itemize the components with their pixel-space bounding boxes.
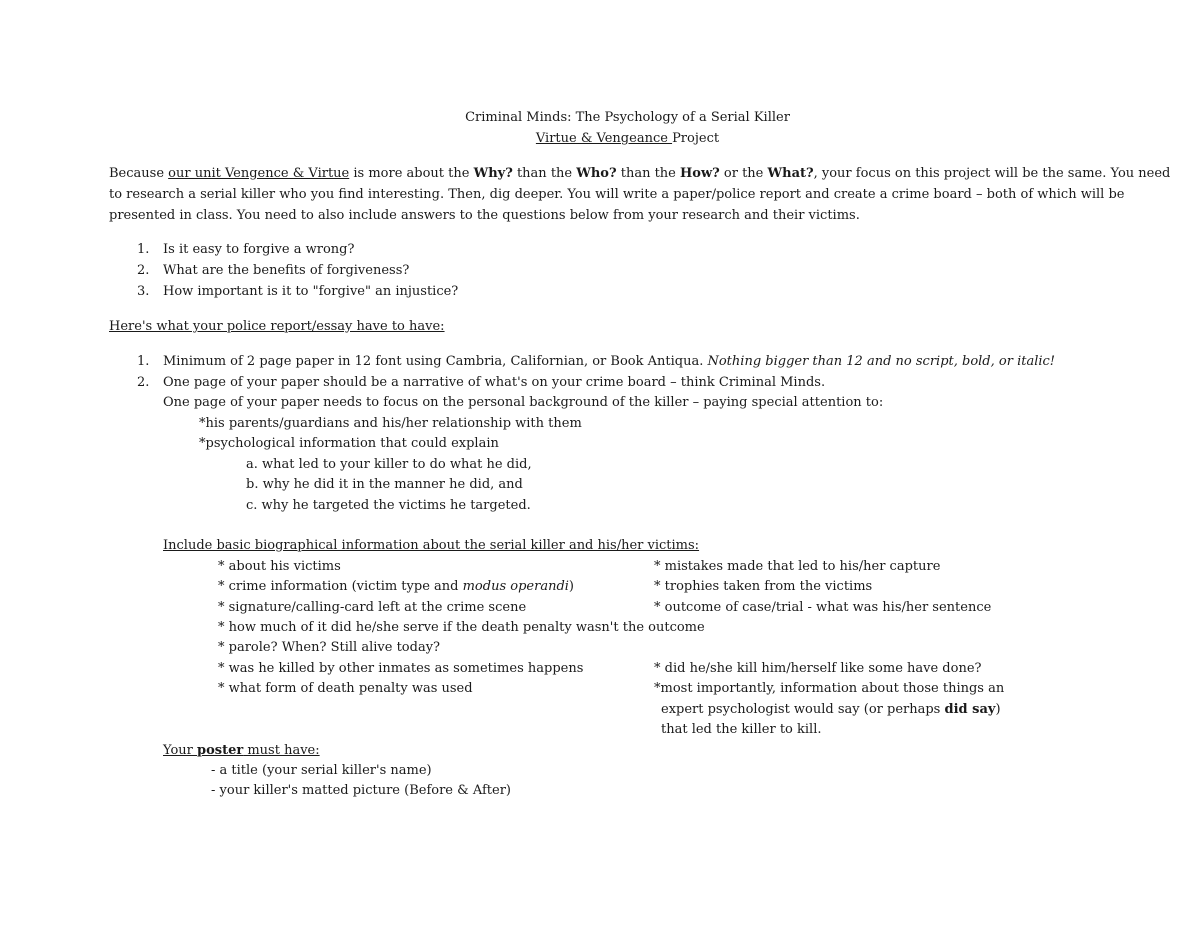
question-item: Is it easy to forgive a wrong? <box>163 242 355 257</box>
unit-link: our unit Vengence & Virtue <box>168 166 350 181</box>
report-item-1 <box>163 354 1055 370</box>
report-item-2: One page of your paper should be a narrative of what's on your crime board – think Criminal Minds. <box>163 375 826 390</box>
intro-who: Who? <box>576 166 617 181</box>
page-title: Criminal Minds: The Psychology of a Serial Killer <box>465 110 790 125</box>
intro-how: How? <box>680 166 720 181</box>
intro-text: than the <box>512 166 577 181</box>
intro-text: is more about the <box>349 166 474 181</box>
report-heading: Here's what your police report/essay have to have: <box>109 319 445 334</box>
report-sub-2b: b. why he did it in the manner he did, and <box>246 477 523 492</box>
bio-heading: Include basic biographical information about the serial killer and his/her victims: <box>163 538 700 553</box>
page-subtitle <box>0 131 1200 147</box>
bio-right-9: that led the killer to kill. <box>661 722 822 737</box>
bio-right-8-text: expert psychologist would say (or perhaps <box>661 702 945 717</box>
report-sub-1: *his parents/guardians and his/her relationship with them <box>199 416 582 431</box>
bio-left-2-close: ) <box>568 579 574 594</box>
bio-right-3: * outcome of case/trial - what was his/her sentence <box>654 600 992 615</box>
question-number: 3. <box>137 284 150 299</box>
intro-line-2: to research a serial killer who you find interesting. Then, dig deeper. You will write a paper/police report and create a crime board – both of which will be <box>109 187 1125 202</box>
bio-left-7: * what form of death penalty was used <box>218 681 473 696</box>
bio-right-8-close: ) <box>995 702 1001 717</box>
intro-line-1 <box>109 166 1170 182</box>
question-number: 1. <box>137 242 150 257</box>
intro-text: Because <box>109 166 169 181</box>
poster-item-2: - your killer's matted picture (Before & After) <box>211 783 511 798</box>
report-sub-2c: c. why he targeted the victims he targeted. <box>246 498 531 513</box>
poster-heading-text: Your <box>163 743 197 758</box>
bio-left-2 <box>218 579 574 595</box>
bio-right-8-bold: did say <box>944 702 996 717</box>
report-sub-2a: a. what led to your killer to do what he did, <box>246 457 532 472</box>
poster-heading <box>163 743 320 759</box>
bio-left-3: * signature/calling-card left at the crime scene <box>218 600 527 615</box>
intro-line-3: presented in class. You need to also include answers to the questions below from your research and their victims. <box>109 208 860 223</box>
report-item-1-italic: Nothing bigger than 12 and no script, bold, or italic! <box>707 354 1056 369</box>
intro-text: , your focus on this project will be the same. You need <box>813 166 1171 181</box>
question-number: 2. <box>137 263 150 278</box>
report-sub-2: *psychological information that could explain <box>199 436 499 451</box>
subtitle-project: Project <box>672 131 720 146</box>
bio-left-2-text: * crime information (victim type and <box>218 579 463 594</box>
intro-text: or the <box>719 166 768 181</box>
bio-right-8 <box>661 702 1001 718</box>
poster-item-1: - a title (your serial killer's name) <box>211 763 432 778</box>
report-item-2-cont: One page of your paper needs to focus on the personal background of the killer – paying special attention to: <box>163 395 884 410</box>
report-item-number: 2. <box>137 375 150 390</box>
intro-text: than the <box>616 166 681 181</box>
bio-left-2-italic: modus operandi <box>462 579 569 594</box>
bio-left-6: * was he killed by other inmates as sometimes happens <box>218 661 584 676</box>
report-item-number: 1. <box>137 354 150 369</box>
bio-right-2: * trophies taken from the victims <box>654 579 873 594</box>
bio-right-1: * mistakes made that led to his/her capture <box>654 559 941 574</box>
bio-left-5: * parole? When? Still alive today? <box>218 640 441 655</box>
bio-right-6: * did he/she kill him/herself like some have done? <box>654 661 982 676</box>
report-item-1-text: Minimum of 2 page paper in 12 font using Cambria, Californian, or Book Antiqua. <box>163 354 708 369</box>
question-item: What are the benefits of forgiveness? <box>163 263 410 278</box>
subtitle-underlined: Virtue & Vengeance <box>535 131 673 146</box>
intro-why: Why? <box>473 166 513 181</box>
bio-right-7: *most importantly, information about those things an <box>654 681 1005 696</box>
bio-left-4: * how much of it did he/she serve if the death penalty wasn't the outcome <box>218 620 705 635</box>
poster-heading-bold: poster <box>197 743 244 758</box>
question-item: How important is it to "forgive" an injustice? <box>163 284 459 299</box>
intro-what: What? <box>767 166 814 181</box>
poster-heading-text: must have: <box>243 743 320 758</box>
bio-left-1: * about his victims <box>218 559 341 574</box>
